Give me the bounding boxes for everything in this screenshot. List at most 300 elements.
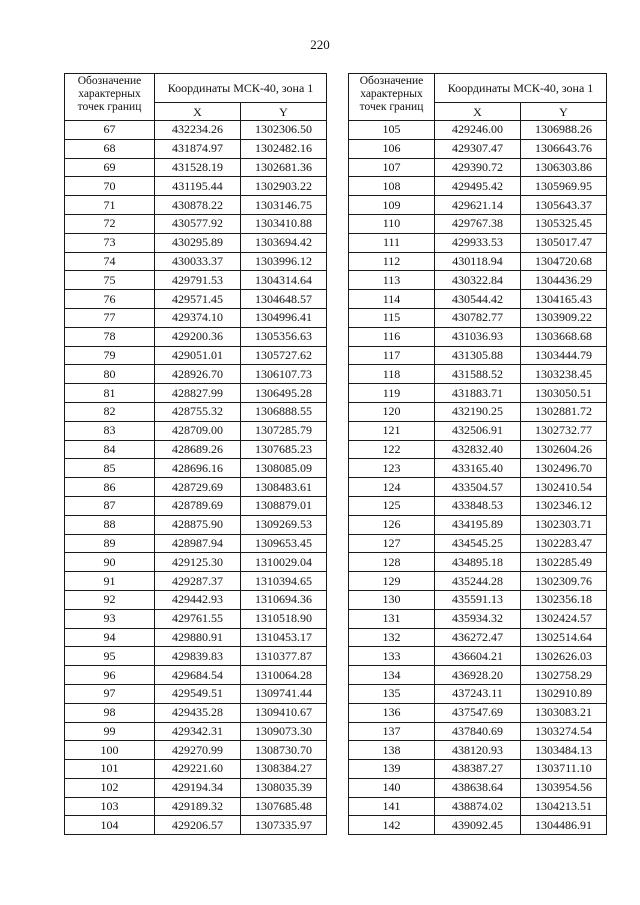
x-coordinate-cell: 429791.53 [155, 271, 241, 290]
point-number-cell: 132 [349, 628, 435, 647]
table-row [65, 666, 327, 685]
x-coordinate-cell: 430118.94 [435, 252, 521, 271]
table-row [65, 478, 327, 497]
y-coordinate-cell: 1307685.23 [241, 440, 327, 459]
x-coordinate-cell: 429435.28 [155, 703, 241, 722]
x-coordinate-cell: 429761.55 [155, 609, 241, 628]
point-number-cell: 131 [349, 609, 435, 628]
table-row [65, 196, 327, 215]
x-coordinate-cell: 429307.47 [435, 139, 521, 158]
x-coordinate-cell: 431305.88 [435, 346, 521, 365]
table-row [349, 139, 607, 158]
table-row [349, 496, 607, 515]
y-coordinate-cell: 1310064.28 [241, 666, 327, 685]
point-number-cell: 134 [349, 666, 435, 685]
y-coordinate-cell: 1303444.79 [521, 346, 607, 365]
y-coordinate-cell: 1302881.72 [521, 402, 607, 421]
table-row [65, 271, 327, 290]
y-coordinate-cell: 1310694.36 [241, 590, 327, 609]
y-column-header: Y [241, 103, 327, 121]
y-coordinate-cell: 1302285.49 [521, 553, 607, 572]
table-row [349, 421, 607, 440]
table-row [65, 722, 327, 741]
y-coordinate-cell: 1302681.36 [241, 158, 327, 177]
point-number-cell: 106 [349, 139, 435, 158]
y-coordinate-cell: 1305643.37 [521, 196, 607, 215]
y-coordinate-cell: 1302283.47 [521, 534, 607, 553]
point-number-cell: 135 [349, 684, 435, 703]
point-number-cell: 122 [349, 440, 435, 459]
y-coordinate-cell: 1303668.68 [521, 327, 607, 346]
x-coordinate-cell: 439092.45 [435, 816, 521, 835]
y-coordinate-cell: 1303238.45 [521, 365, 607, 384]
x-coordinate-cell: 430577.92 [155, 214, 241, 233]
x-coordinate-cell: 429767.38 [435, 214, 521, 233]
point-number-cell: 93 [65, 609, 155, 628]
x-coordinate-cell: 434545.25 [435, 534, 521, 553]
table-row [65, 778, 327, 797]
table-row [65, 402, 327, 421]
table-row [349, 741, 607, 760]
coordinates-table-right [348, 73, 607, 835]
point-number-cell: 108 [349, 177, 435, 196]
point-number-cell: 71 [65, 196, 155, 215]
table-row [65, 553, 327, 572]
table-row [349, 177, 607, 196]
y-coordinate-cell: 1302309.76 [521, 572, 607, 591]
table-row [349, 271, 607, 290]
point-number-cell: 105 [349, 121, 435, 140]
point-number-cell: 142 [349, 816, 435, 835]
table-row [65, 647, 327, 666]
x-coordinate-cell: 428729.69 [155, 478, 241, 497]
x-coordinate-cell: 429374.10 [155, 308, 241, 327]
table-row [65, 121, 327, 140]
y-coordinate-cell: 1302903.22 [241, 177, 327, 196]
y-coordinate-cell: 1306303.86 [521, 158, 607, 177]
table-row [349, 703, 607, 722]
y-coordinate-cell: 1302424.57 [521, 609, 607, 628]
x-coordinate-cell: 432506.91 [435, 421, 521, 440]
y-coordinate-cell: 1305325.45 [521, 214, 607, 233]
point-designation-header: Обозначение характерных точек границ [65, 74, 155, 121]
x-coordinate-cell: 428926.70 [155, 365, 241, 384]
y-coordinate-cell: 1308085.09 [241, 459, 327, 478]
table-body-left [65, 121, 327, 835]
x-coordinate-cell: 428789.69 [155, 496, 241, 515]
point-number-cell: 138 [349, 741, 435, 760]
table-row [349, 233, 607, 252]
x-column-header: X [435, 103, 521, 121]
point-number-cell: 128 [349, 553, 435, 572]
point-number-cell: 92 [65, 590, 155, 609]
y-coordinate-cell: 1302346.12 [521, 496, 607, 515]
x-coordinate-cell: 437840.69 [435, 722, 521, 741]
y-coordinate-cell: 1307285.79 [241, 421, 327, 440]
point-number-cell: 79 [65, 346, 155, 365]
y-coordinate-cell: 1303274.54 [521, 722, 607, 741]
y-coordinate-cell: 1306495.28 [241, 384, 327, 403]
table-row [65, 534, 327, 553]
table-row [65, 703, 327, 722]
point-number-cell: 77 [65, 308, 155, 327]
x-coordinate-cell: 435934.32 [435, 609, 521, 628]
point-designation-header: Обозначение характерных точек границ [349, 74, 435, 121]
table-row [65, 365, 327, 384]
point-number-cell: 139 [349, 760, 435, 779]
coordinates-system-header: Координаты МСК-40, зона 1 [155, 74, 327, 103]
y-coordinate-cell: 1310518.90 [241, 609, 327, 628]
x-coordinate-cell: 433165.40 [435, 459, 521, 478]
point-number-cell: 96 [65, 666, 155, 685]
table-row [349, 121, 607, 140]
point-number-cell: 70 [65, 177, 155, 196]
y-coordinate-cell: 1307335.97 [241, 816, 327, 835]
table-row [65, 515, 327, 534]
y-column-header: Y [521, 103, 607, 121]
point-number-cell: 103 [65, 797, 155, 816]
point-number-cell: 118 [349, 365, 435, 384]
point-number-cell: 133 [349, 647, 435, 666]
point-number-cell: 127 [349, 534, 435, 553]
table-row [349, 590, 607, 609]
y-coordinate-cell: 1306107.73 [241, 365, 327, 384]
point-number-cell: 121 [349, 421, 435, 440]
table-row [65, 684, 327, 703]
point-number-cell: 130 [349, 590, 435, 609]
x-coordinate-cell: 429206.57 [155, 816, 241, 835]
point-number-cell: 136 [349, 703, 435, 722]
table-row [65, 233, 327, 252]
x-coordinate-cell: 429125.30 [155, 553, 241, 572]
table-row [349, 553, 607, 572]
table-row [349, 647, 607, 666]
point-number-cell: 67 [65, 121, 155, 140]
x-coordinate-cell: 438387.27 [435, 760, 521, 779]
coordinates-table-left [64, 73, 327, 835]
y-coordinate-cell: 1306888.55 [241, 402, 327, 421]
x-coordinate-cell: 428696.16 [155, 459, 241, 478]
x-coordinate-cell: 433848.53 [435, 496, 521, 515]
y-coordinate-cell: 1302758.29 [521, 666, 607, 685]
table-row [65, 816, 327, 835]
point-number-cell: 102 [65, 778, 155, 797]
x-coordinate-cell: 430544.42 [435, 290, 521, 309]
point-number-cell: 69 [65, 158, 155, 177]
table-row [65, 290, 327, 309]
y-coordinate-cell: 1307685.48 [241, 797, 327, 816]
x-coordinate-cell: 431874.97 [155, 139, 241, 158]
point-number-cell: 123 [349, 459, 435, 478]
x-coordinate-cell: 429933.53 [435, 233, 521, 252]
point-number-cell: 88 [65, 515, 155, 534]
point-number-cell: 116 [349, 327, 435, 346]
point-number-cell: 74 [65, 252, 155, 271]
table-row [349, 290, 607, 309]
x-coordinate-cell: 429495.42 [435, 177, 521, 196]
point-number-cell: 85 [65, 459, 155, 478]
y-coordinate-cell: 1303484.13 [521, 741, 607, 760]
table-row [349, 760, 607, 779]
point-number-cell: 72 [65, 214, 155, 233]
y-coordinate-cell: 1304213.51 [521, 797, 607, 816]
y-coordinate-cell: 1308384.27 [241, 760, 327, 779]
x-coordinate-cell: 438874.02 [435, 797, 521, 816]
y-coordinate-cell: 1303083.21 [521, 703, 607, 722]
point-number-cell: 120 [349, 402, 435, 421]
point-number-cell: 89 [65, 534, 155, 553]
table-row [65, 628, 327, 647]
table-row [65, 459, 327, 478]
y-coordinate-cell: 1302410.54 [521, 478, 607, 497]
y-coordinate-cell: 1302356.18 [521, 590, 607, 609]
point-number-cell: 73 [65, 233, 155, 252]
table-body-right [349, 121, 607, 835]
table-row [349, 402, 607, 421]
point-number-cell: 119 [349, 384, 435, 403]
y-coordinate-cell: 1303909.22 [521, 308, 607, 327]
table-row [349, 196, 607, 215]
table-row [65, 609, 327, 628]
x-coordinate-cell: 428987.94 [155, 534, 241, 553]
point-number-cell: 95 [65, 647, 155, 666]
table-row [349, 158, 607, 177]
x-coordinate-cell: 430033.37 [155, 252, 241, 271]
x-coordinate-cell: 438120.93 [435, 741, 521, 760]
x-coordinate-cell: 429839.83 [155, 647, 241, 666]
point-number-cell: 101 [65, 760, 155, 779]
table-row [65, 308, 327, 327]
point-number-cell: 107 [349, 158, 435, 177]
y-coordinate-cell: 1306643.76 [521, 139, 607, 158]
x-coordinate-cell: 429246.00 [435, 121, 521, 140]
y-coordinate-cell: 1304486.91 [521, 816, 607, 835]
y-coordinate-cell: 1302626.03 [521, 647, 607, 666]
x-coordinate-cell: 435244.28 [435, 572, 521, 591]
x-coordinate-cell: 434195.89 [435, 515, 521, 534]
table-row [349, 346, 607, 365]
x-coordinate-cell: 437243.11 [435, 684, 521, 703]
table-row [65, 440, 327, 459]
point-number-cell: 94 [65, 628, 155, 647]
x-coordinate-cell: 429571.45 [155, 290, 241, 309]
x-coordinate-cell: 429442.93 [155, 590, 241, 609]
point-number-cell: 98 [65, 703, 155, 722]
y-coordinate-cell: 1304996.41 [241, 308, 327, 327]
y-coordinate-cell: 1305017.47 [521, 233, 607, 252]
point-number-cell: 90 [65, 553, 155, 572]
x-coordinate-cell: 430322.84 [435, 271, 521, 290]
point-number-cell: 115 [349, 308, 435, 327]
point-number-cell: 76 [65, 290, 155, 309]
y-coordinate-cell: 1308879.01 [241, 496, 327, 515]
y-coordinate-cell: 1305356.63 [241, 327, 327, 346]
x-coordinate-cell: 428875.90 [155, 515, 241, 534]
y-coordinate-cell: 1310394.65 [241, 572, 327, 591]
x-coordinate-cell: 429342.31 [155, 722, 241, 741]
y-coordinate-cell: 1304165.43 [521, 290, 607, 309]
table-row [65, 496, 327, 515]
y-coordinate-cell: 1302514.64 [521, 628, 607, 647]
table-row [65, 572, 327, 591]
x-coordinate-cell: 436604.21 [435, 647, 521, 666]
x-coordinate-cell: 435591.13 [435, 590, 521, 609]
x-coordinate-cell: 429390.72 [435, 158, 521, 177]
point-number-cell: 125 [349, 496, 435, 515]
x-coordinate-cell: 431883.71 [435, 384, 521, 403]
table-row [349, 666, 607, 685]
table-row [349, 478, 607, 497]
table-row [349, 609, 607, 628]
y-coordinate-cell: 1303410.88 [241, 214, 327, 233]
x-coordinate-cell: 437547.69 [435, 703, 521, 722]
table-row [349, 797, 607, 816]
y-coordinate-cell: 1310029.04 [241, 553, 327, 572]
y-coordinate-cell: 1303954.56 [521, 778, 607, 797]
x-coordinate-cell: 428827.99 [155, 384, 241, 403]
table-row [65, 252, 327, 271]
point-number-cell: 81 [65, 384, 155, 403]
table-row [65, 741, 327, 760]
y-coordinate-cell: 1302303.71 [521, 515, 607, 534]
table-row [65, 421, 327, 440]
x-coordinate-cell: 428755.32 [155, 402, 241, 421]
y-coordinate-cell: 1304314.64 [241, 271, 327, 290]
x-coordinate-cell: 431195.44 [155, 177, 241, 196]
y-coordinate-cell: 1304436.29 [521, 271, 607, 290]
x-coordinate-cell: 432832.40 [435, 440, 521, 459]
table-row [349, 214, 607, 233]
point-number-cell: 68 [65, 139, 155, 158]
x-coordinate-cell: 429189.32 [155, 797, 241, 816]
x-coordinate-cell: 434895.18 [435, 553, 521, 572]
point-number-cell: 140 [349, 778, 435, 797]
y-coordinate-cell: 1303050.51 [521, 384, 607, 403]
x-coordinate-cell: 429880.91 [155, 628, 241, 647]
y-coordinate-cell: 1309073.30 [241, 722, 327, 741]
y-coordinate-cell: 1302910.89 [521, 684, 607, 703]
y-coordinate-cell: 1303694.42 [241, 233, 327, 252]
page-number: 220 [310, 37, 330, 52]
point-number-cell: 86 [65, 478, 155, 497]
point-number-cell: 124 [349, 478, 435, 497]
y-coordinate-cell: 1303711.10 [521, 760, 607, 779]
y-coordinate-cell: 1310377.87 [241, 647, 327, 666]
table-row [65, 327, 327, 346]
point-number-cell: 114 [349, 290, 435, 309]
table-row [349, 384, 607, 403]
table-row [349, 252, 607, 271]
table-row [65, 760, 327, 779]
x-coordinate-cell: 431528.19 [155, 158, 241, 177]
point-number-cell: 99 [65, 722, 155, 741]
y-coordinate-cell: 1305727.62 [241, 346, 327, 365]
point-number-cell: 91 [65, 572, 155, 591]
table-row [349, 459, 607, 478]
point-number-cell: 111 [349, 233, 435, 252]
x-coordinate-cell: 431036.93 [435, 327, 521, 346]
y-coordinate-cell: 1308035.39 [241, 778, 327, 797]
table-row [349, 722, 607, 741]
x-coordinate-cell: 431588.52 [435, 365, 521, 384]
table-row [65, 158, 327, 177]
x-coordinate-cell: 429200.36 [155, 327, 241, 346]
point-number-cell: 117 [349, 346, 435, 365]
y-coordinate-cell: 1306988.26 [521, 121, 607, 140]
x-coordinate-cell: 436272.47 [435, 628, 521, 647]
table-row [65, 139, 327, 158]
table-row [349, 534, 607, 553]
x-coordinate-cell: 429549.51 [155, 684, 241, 703]
point-number-cell: 110 [349, 214, 435, 233]
point-number-cell: 129 [349, 572, 435, 591]
table-row [349, 327, 607, 346]
y-coordinate-cell: 1302496.70 [521, 459, 607, 478]
table-row [349, 308, 607, 327]
table-row [349, 572, 607, 591]
point-number-cell: 126 [349, 515, 435, 534]
y-coordinate-cell: 1308483.61 [241, 478, 327, 497]
point-number-cell: 84 [65, 440, 155, 459]
point-number-cell: 97 [65, 684, 155, 703]
point-number-cell: 100 [65, 741, 155, 760]
point-number-cell: 80 [65, 365, 155, 384]
table-row [349, 628, 607, 647]
y-coordinate-cell: 1304720.68 [521, 252, 607, 271]
point-number-cell: 83 [65, 421, 155, 440]
y-coordinate-cell: 1309410.67 [241, 703, 327, 722]
x-coordinate-cell: 433504.57 [435, 478, 521, 497]
x-coordinate-cell: 429194.34 [155, 778, 241, 797]
point-number-cell: 137 [349, 722, 435, 741]
y-coordinate-cell: 1303146.75 [241, 196, 327, 215]
table-row [349, 365, 607, 384]
table-row [65, 384, 327, 403]
x-coordinate-cell: 430878.22 [155, 196, 241, 215]
point-number-cell: 141 [349, 797, 435, 816]
x-coordinate-cell: 432234.26 [155, 121, 241, 140]
x-coordinate-cell: 430782.77 [435, 308, 521, 327]
point-number-cell: 78 [65, 327, 155, 346]
y-coordinate-cell: 1302306.50 [241, 121, 327, 140]
y-coordinate-cell: 1304648.57 [241, 290, 327, 309]
table-row [65, 214, 327, 233]
x-column-header: X [155, 103, 241, 121]
x-coordinate-cell: 438638.64 [435, 778, 521, 797]
y-coordinate-cell: 1309741.44 [241, 684, 327, 703]
point-number-cell: 104 [65, 816, 155, 835]
x-coordinate-cell: 429621.14 [435, 196, 521, 215]
coordinates-system-header: Координаты МСК-40, зона 1 [435, 74, 607, 103]
table-row [65, 797, 327, 816]
y-coordinate-cell: 1302604.26 [521, 440, 607, 459]
y-coordinate-cell: 1302482.16 [241, 139, 327, 158]
table-row [65, 346, 327, 365]
x-coordinate-cell: 428709.00 [155, 421, 241, 440]
table-row [349, 816, 607, 835]
y-coordinate-cell: 1309653.45 [241, 534, 327, 553]
table-row [65, 590, 327, 609]
point-number-cell: 113 [349, 271, 435, 290]
x-coordinate-cell: 432190.25 [435, 402, 521, 421]
point-number-cell: 109 [349, 196, 435, 215]
x-coordinate-cell: 436928.20 [435, 666, 521, 685]
y-coordinate-cell: 1305969.95 [521, 177, 607, 196]
point-number-cell: 75 [65, 271, 155, 290]
x-coordinate-cell: 429221.60 [155, 760, 241, 779]
y-coordinate-cell: 1308730.70 [241, 741, 327, 760]
x-coordinate-cell: 429270.99 [155, 741, 241, 760]
